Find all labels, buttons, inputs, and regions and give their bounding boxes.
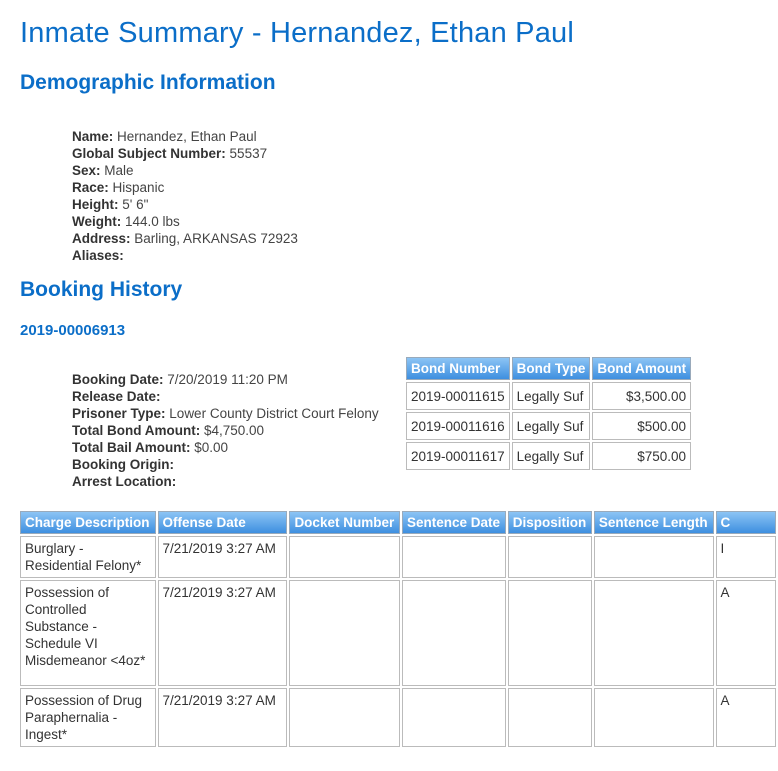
sentence-length-header: Sentence Length xyxy=(594,511,714,534)
bond-row xyxy=(406,442,691,470)
bond-amount-header: Bond Amount xyxy=(592,357,691,380)
offense-date-cell: 7/21/2019 3:27 AM xyxy=(158,536,288,578)
demographics-heading: Demographic Information xyxy=(20,71,276,94)
sentence-date-cell xyxy=(402,580,506,686)
offense-date-header: Offense Date xyxy=(158,511,288,534)
sentence-date-cell xyxy=(402,536,506,578)
truncated-column-cell: A xyxy=(716,688,776,747)
bond-number-header: Bond Number xyxy=(406,357,510,380)
charge-row xyxy=(20,536,776,578)
docket-number-cell xyxy=(289,688,400,747)
booking-date-row: Booking Date: 7/20/2019 11:20 PM xyxy=(72,372,288,387)
charge-table-header-row xyxy=(20,511,776,534)
offense-date-cell: 7/21/2019 3:27 AM xyxy=(158,688,288,747)
bond-amount-cell: $3,500.00 xyxy=(592,382,691,410)
bond-type-cell: Legally Suf xyxy=(512,442,591,470)
charge-description-cell: Burglary - Residential Felony* xyxy=(20,536,156,578)
disposition-cell xyxy=(508,688,592,747)
bond-type-header: Bond Type xyxy=(512,357,591,380)
charge-row xyxy=(20,688,776,747)
booking-history-heading: Booking History xyxy=(20,278,183,301)
sentence-date-header: Sentence Date xyxy=(402,511,506,534)
sentence-length-cell xyxy=(594,688,714,747)
height-row: Height: 5' 6" xyxy=(72,197,149,212)
booking-origin-row: Booking Origin: xyxy=(72,457,174,472)
truncated-column-header: C xyxy=(716,511,776,534)
charge-table-viewport xyxy=(18,509,731,771)
disposition-header: Disposition xyxy=(508,511,592,534)
charge-description-cell: Possession of Drug Paraphernalia - Ingest* xyxy=(20,688,156,747)
total-bail-amount-row: Total Bail Amount: $0.00 xyxy=(72,440,229,455)
bond-amount-cell: $750.00 xyxy=(592,442,691,470)
bond-type-cell: Legally Suf xyxy=(512,412,591,440)
address-row: Address: Barling, ARKANSAS 72923 xyxy=(72,231,298,246)
charge-description-cell: Possession of Controlled Substance - Schedule VI Misdemeanor <4oz* xyxy=(20,580,156,686)
disposition-cell xyxy=(508,536,592,578)
truncated-column-cell: I xyxy=(716,536,776,578)
offense-date-cell: 7/21/2019 3:27 AM xyxy=(158,580,288,686)
bond-type-cell: Legally Suf xyxy=(512,382,591,410)
bond-table xyxy=(404,355,693,472)
bond-number-cell: 2019-00011616 xyxy=(406,412,510,440)
total-bond-amount-row: Total Bond Amount: $4,750.00 xyxy=(72,423,265,438)
sentence-date-cell xyxy=(402,688,506,747)
global-subject-number-row: Global Subject Number: 55537 xyxy=(72,146,268,161)
sentence-length-cell xyxy=(594,580,714,686)
bond-row xyxy=(406,412,691,440)
prisoner-type-row: Prisoner Type: Lower County District Court Felony xyxy=(72,406,379,421)
charge-description-header: Charge Description xyxy=(20,511,156,534)
truncated-column-cell: A xyxy=(716,580,776,686)
bond-table-header-row xyxy=(406,357,691,380)
bond-number-cell: 2019-00011617 xyxy=(406,442,510,470)
arrest-location-row: Arrest Location: xyxy=(72,474,177,489)
bond-amount-cell: $500.00 xyxy=(592,412,691,440)
docket-number-cell xyxy=(289,536,400,578)
release-date-row: Release Date: xyxy=(72,389,161,404)
booking-details-list xyxy=(72,371,379,490)
sex-row: Sex: Male xyxy=(72,163,134,178)
charge-table xyxy=(18,509,778,749)
bond-number-cell: 2019-00011615 xyxy=(406,382,510,410)
disposition-cell xyxy=(508,580,592,686)
race-row: Race: Hispanic xyxy=(72,180,165,195)
page-title: Inmate Summary - Hernandez, Ethan Paul xyxy=(20,17,575,49)
booking-number: 2019-00006913 xyxy=(20,322,126,339)
name-row: Name: Hernandez, Ethan Paul xyxy=(72,129,257,144)
bond-row xyxy=(406,382,691,410)
demographics-list xyxy=(72,128,298,264)
docket-number-cell xyxy=(289,580,400,686)
weight-row: Weight: 144.0 lbs xyxy=(72,214,180,229)
aliases-row: Aliases: xyxy=(72,248,124,263)
docket-number-header: Docket Number xyxy=(289,511,400,534)
sentence-length-cell xyxy=(594,536,714,578)
charge-row xyxy=(20,580,776,686)
